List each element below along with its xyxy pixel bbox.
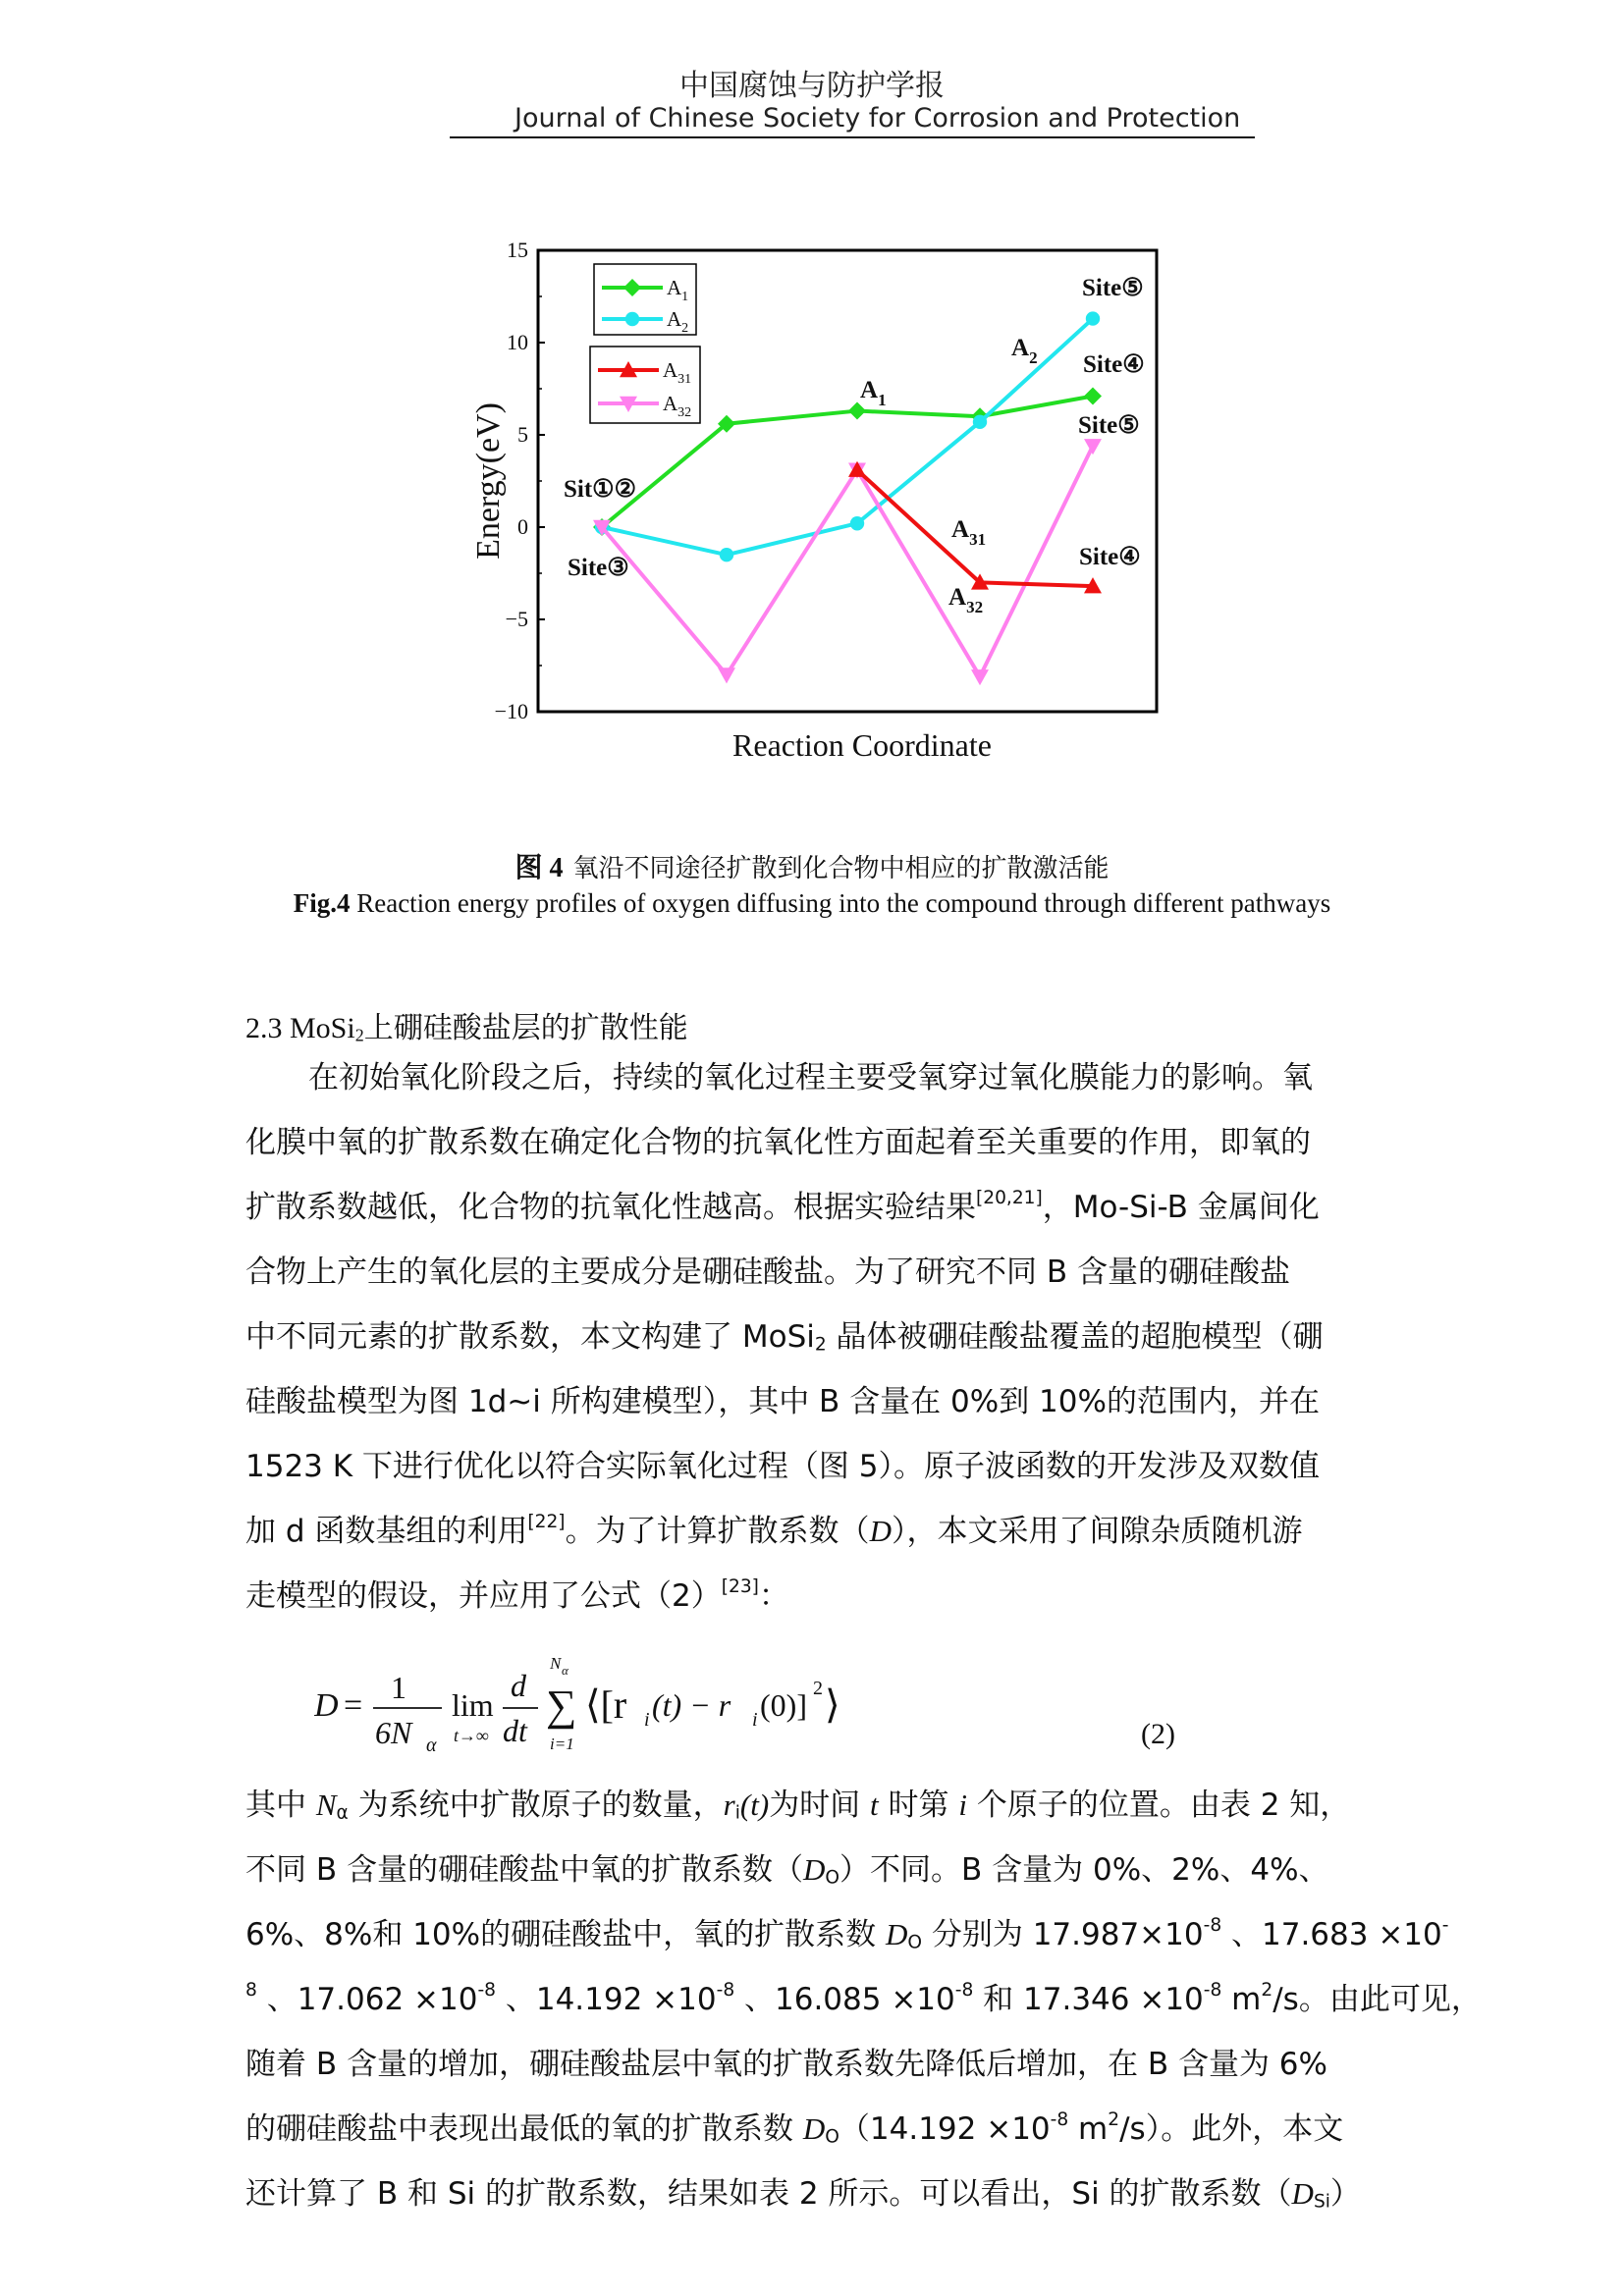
annotation-site-4-mid: Site④	[1083, 351, 1145, 378]
data-point-A1	[1084, 388, 1102, 405]
p2-line-1: 其中 $N_\alpha$ 为系统中扩散原子的数量，$r_i(t)$为时间 t 时第 i 个原子的位置。由表 2 知，	[245, 1788, 1351, 1824]
svg-text:dt: dt	[503, 1713, 527, 1748]
svg-text:⟩: ⟩	[825, 1682, 840, 1727]
paragraph-1	[245, 1045, 1384, 1629]
p1-line-6: 硅酸盐模型为图 1d~i 所构建模型），其中 B 含量在 0%到 10%的范围内，并在	[245, 1384, 1320, 1419]
y-axis-label: Energy(eV)	[470, 402, 507, 560]
figure-caption-en-text: Reaction energy profiles of oxygen diffusing into the compound through different pathways	[350, 888, 1331, 918]
energy-profile-chart	[450, 231, 1196, 780]
annotation-site-1-2: Sit①②	[564, 476, 636, 503]
annotation-site-3: Site③	[568, 555, 629, 581]
series-A31	[848, 461, 1102, 594]
figure-caption-cn-text: 氧沿不同途径扩散到化合物中相应的扩散激活能	[572, 854, 1110, 883]
svg-text:N: N	[550, 1654, 562, 1673]
p1-line-9: 走模型的假设，并应用了公式（2）[23]：	[245, 1576, 789, 1614]
y-tick-label: −5	[505, 607, 528, 631]
p1-line-7: 1523 K 下进行优化以符合实际氧化过程（图 5）。原子波函数的开发涉及双数值	[245, 1449, 1321, 1484]
annotation-a2: $A_2$	[1011, 335, 1038, 367]
journal-title-cn: 中国腐蚀与防护学报	[679, 69, 945, 103]
journal-title-en: Journal of Chinese Society for Corrosion and Protection	[450, 103, 1255, 138]
p1-line-3: 扩散系数越低，化合物的抗氧化性越高。根据实验结果[20,21]，Mo-Si-B 金属间化	[245, 1188, 1320, 1225]
data-point-A2	[1086, 311, 1100, 325]
svg-text:α: α	[426, 1735, 437, 1756]
annotation-a32: $A_{32}$	[948, 584, 984, 616]
section-heading: 2.3 MoSi$_2$上硼硅酸盐层的扩散性能	[245, 1012, 688, 1045]
y-tick-label: −10	[494, 699, 528, 723]
svg-text:6N: 6N	[375, 1715, 412, 1750]
p1-line-8: 加 d 函数基组的利用[22]。为了计算扩散系数（D），本文采用了间隙杂质随机游	[245, 1512, 1303, 1549]
x-axis-label: Reaction Coordinate	[732, 727, 992, 763]
y-tick-label: 0	[517, 514, 528, 539]
svg-text:i: i	[752, 1709, 758, 1731]
annotation-site-4-low: Site④	[1079, 544, 1141, 570]
p2-line-5: 随着 B 含量的增加，硼硅酸盐层中氧的扩散系数先降低后增加，在 B 含量为 6%	[245, 2047, 1327, 2082]
svg-text:=: =	[344, 1687, 363, 1724]
svg-text:t→∞: t→∞	[454, 1726, 489, 1745]
p1-line-2: 化膜中氧的扩散系数在确定化合物的抗氧化性方面起着至关重要的作用，即氧的	[245, 1125, 1311, 1160]
svg-text:lim: lim	[452, 1687, 494, 1723]
y-tick-label: 5	[517, 422, 528, 447]
legend-marker-A2	[625, 312, 639, 326]
p2-line-7: 还计算了 B 和 Si 的扩散系数，结果如表 2 所示。可以看出，Si 的扩散系数$(D_{Si})$	[245, 2176, 1361, 2213]
data-point-A32	[1084, 439, 1102, 454]
figure-caption-en	[0, 888, 1624, 919]
legend-label-A2: $A_2$	[667, 307, 689, 336]
p2-line-4: $^8$ 、$17.062 \times 10^{-8}$ 、$14.192 \times 10^{-8}$ 、$16.085 \times 10^{-8}$ 和 $17.346 \times 10^{-8}$ $m^2/s$。由此可见，	[245, 1980, 1482, 2017]
legend-label-A31: $A_{31}$	[663, 358, 692, 387]
svg-text:i: i	[644, 1709, 650, 1731]
figure-caption-cn	[0, 846, 1624, 885]
p1-line-4: 合物上产生的氧化层的主要成分是硼硅酸盐。为了研究不同 B 含量的硼硅酸盐	[245, 1255, 1290, 1290]
svg-text:(0)]: (0)]	[760, 1687, 807, 1723]
p1-line-1: 在初始氧化阶段之后，持续的氧化过程主要受氧穿过氧化膜能力的影响。氧	[308, 1060, 1313, 1095]
svg-text:D: D	[314, 1687, 339, 1724]
data-point-A2	[720, 548, 733, 561]
data-point-A1	[848, 402, 866, 420]
paragraph-2	[245, 1773, 1482, 2226]
annotation-a31: $A_{31}$	[951, 516, 987, 549]
svg-text:i=1: i=1	[550, 1735, 574, 1753]
annotation-site-5-mid: Site⑤	[1078, 412, 1140, 439]
svg-text:2: 2	[813, 1678, 823, 1699]
annotation-site-5-top: Site⑤	[1082, 275, 1144, 301]
data-point-A32	[971, 669, 989, 685]
p2-line-2: 不同 B 含量的硼硅酸盐中氧的扩散系数$(D_O)$不同。B 含量为 0%、2%、4%、	[245, 1852, 1329, 1889]
data-point-A2	[850, 516, 864, 530]
svg-text:∑: ∑	[546, 1682, 577, 1730]
legend-label-A1: $A_1$	[667, 276, 689, 304]
series-line-A32	[602, 446, 1093, 676]
series-A32	[593, 439, 1102, 685]
svg-text:1: 1	[391, 1670, 406, 1705]
p1-line-5: 中不同元素的扩散系数，本文构建了 MoSi$_2$ 晶体被硼硅酸盐覆盖的超胞模型（硼	[245, 1319, 1324, 1356]
p2-line-6: 的硼硅酸盐中表现出最低的氧的扩散系数 $D_O(14.192 \times 10^{-8}$ $m^2/s$）。此外，本文	[245, 2109, 1344, 2148]
equation-number: (2)	[1141, 1718, 1175, 1750]
y-tick-label: 15	[507, 238, 528, 262]
p2-line-3: 6%、8%和 10%的硼硅酸盐中，氧的扩散系数 $D_O$ 分别为 $17.987\times 10^{-8}$ 、17.683 ×10-	[245, 1915, 1449, 1953]
figure-label-en: Fig.4	[293, 888, 351, 918]
y-tick-label: 10	[507, 330, 528, 354]
legend-label-A32: $A_{32}$	[663, 392, 692, 420]
svg-text:(t) − r: (t) − r	[652, 1687, 731, 1723]
svg-text:⟨[r: ⟨[r	[585, 1682, 627, 1727]
diffusion-equation	[314, 1651, 1198, 1759]
data-point-A32	[718, 667, 735, 683]
svg-text:α: α	[562, 1663, 568, 1678]
annotation-a1: $A_1$	[860, 377, 887, 409]
svg-text:d: d	[511, 1668, 526, 1703]
figure-label-cn: 图 4	[514, 853, 564, 883]
data-point-A2	[973, 415, 987, 429]
